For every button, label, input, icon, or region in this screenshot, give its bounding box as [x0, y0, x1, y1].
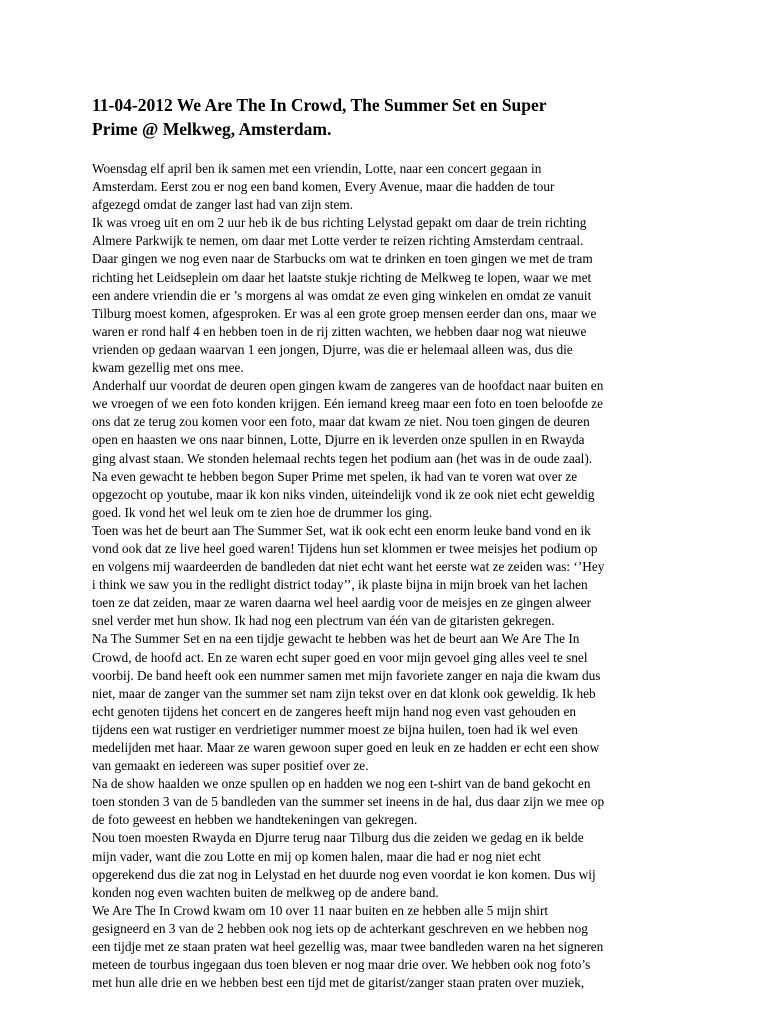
body-line: toen stonden 3 van de 5 bandleden van the summer set ineens in de hal, dus daar zijn we mee op: [92, 794, 605, 810]
body-line: Daar gingen we nog even naar de Starbucks om wat te drinken en toen gingen we met de tram: [92, 251, 593, 267]
body-line: Nou toen moesten Rwayda en Djurre terug naar Tilburg dus die zeiden we gedag en ik belde: [92, 830, 584, 846]
body-line: vond ook dat ze live heel goed waren! Tijdens hun set klommen er twee meisjes het podium op: [92, 540, 598, 556]
body-line: met hun alle drie en we hebben best een tijd met de gitarist/zanger staan praten over muziek,: [92, 975, 585, 991]
body-line: gesigneerd en 3 van de 2 hebben ook nog iets op de achterkant geschreven en we hebben nog: [92, 920, 588, 936]
body-line: Crowd, de hoofd act. En ze waren echt super goed en voor mijn gevoel ging alles veel te snel: [92, 649, 588, 665]
body-line: We Are The In Crowd kwam om 10 over 11 naar buiten en ze hebben alle 5 mijn shirt: [92, 902, 549, 918]
body-line: waren er rond half 4 en hebben toen in de rij zitten wachten, we hebben daar nog wat nieuwe: [92, 323, 587, 339]
body-line: richting het Leidseplein om daar het laatste stukje richting de Melkweg te lopen, waar we met: [92, 269, 592, 285]
body-line: Woensdag elf april ben ik samen met een vriendin, Lotte, naar een concert gegaan in: [92, 161, 542, 176]
body-line: Almere Parkwijk te nemen, om daar met Lotte verder te reizen richting Amsterdam centraal.: [92, 233, 584, 249]
body-line: Ik was vroeg uit en om 2 uur heb ik de bus richting Lelystad gepakt om daar de trein richting: [92, 215, 587, 231]
body-line: medelijden met haar. Maar ze waren gewoon super goed en leuk en ze hadden er echt een show: [92, 740, 600, 755]
body-line: ons dat ze terug zou komen voor een foto, maar dat kwam ze niet. Nou toen gingen de deuren: [92, 414, 590, 430]
body-line: vrienden op gedaan waarvan 1 een jongen, Djurre, was die er helemaal alleen was, dus die: [92, 341, 573, 357]
body-line: Na even gewacht te hebben begon Super Prime met spelen, ik had van te voren wat over ze: [92, 468, 578, 484]
body-line: afgezegd omdat de zanger last had van zijn stem.: [92, 197, 354, 213]
body-line: opgerekend dus die zat nog in Lelystad en het duurde nog even voordat ie kon komen. Dus wij: [92, 866, 596, 882]
body-line: goed. Ik vond het wel leuk om te zien hoe de drummer los ging.: [92, 504, 433, 520]
body-line: een andere vriendin die er ’s morgens al was omdat ze even ging winkelen en omdat ze vanuit: [92, 287, 592, 303]
body-line: echt genoten tijdens het concert en de zangeres heeft mijn hand nog even vast gehouden en: [92, 703, 577, 719]
body-line: konden nog even wachten buiten de melkweg op de andere band.: [92, 884, 439, 900]
body-line: snel verder met hun show. Ik had nog een plectrum van één van de gitaristen gekregen.: [92, 613, 555, 629]
document-body: [92, 160, 692, 992]
body-line: mijn vader, want die zou Lotte en mij op komen halen, maar die had er nog niet echt: [92, 848, 541, 864]
body-line: Na de show haalden we onze spullen op en hadden we nog een t-shirt van de band gekocht en: [92, 776, 591, 792]
body-line: meteen de tourbus ingegaan dus toen bleven er nog maar drie over. We hebben ook nog foto’s: [92, 957, 591, 973]
body-line: opgezocht op youtube, maar ik kon niks vinden, uiteindelijk vond ik ze ook niet echt geweldig: [92, 486, 595, 502]
body-line: kwam gezellig met ons mee.: [92, 360, 244, 376]
document-title: [92, 93, 692, 141]
body-line: Amsterdam. Eerst zou er nog een band komen, Every Avenue, maar die hadden de tour: [92, 179, 555, 195]
body-line: Tilburg moest komen, afgesproken. Er was al een grote groep mensen eerder dan ons, maar we: [92, 305, 597, 321]
body-line: en volgens mij waardeerden de bandleden dat niet echt want het eerste wat ze zeiden was: ‘’Hey: [92, 559, 605, 575]
body-line: ging alvast staan. We stonden helemaal rechts tegen het podium aan (het was in de oude zaal).: [92, 450, 593, 466]
body-line: we vroegen of we een foto konden krijgen. Eén iemand kreeg maar een foto en toen beloofde ze: [92, 396, 603, 412]
body-line: de foto geweest en hebben we handtekeningen van gekregen.: [92, 812, 418, 828]
body-line: i think we saw you in the redlight district today’’, ik plaste bijna in mijn broek van het lachen: [92, 577, 588, 593]
body-line: Toen was het de beurt aan The Summer Set, wat ik ook echt een enorm leuke band vond en ik: [92, 522, 591, 538]
body-line: voorbij. De band heeft ook een nummer samen met mijn favoriete zanger en naja die kwam dus: [92, 667, 601, 683]
body-line: Na The Summer Set en na een tijdje gewacht te hebben was het de beurt aan We Are The In: [92, 631, 580, 647]
title-line: Prime @ Melkweg, Amsterdam.: [92, 119, 332, 139]
body-line: open en haasten we ons naar binnen, Lotte, Djurre en ik leverden onze spullen in en Rwayda: [92, 432, 585, 448]
title-line: 11-04-2012 We Are The In Crowd, The Summer Set en Super: [92, 95, 547, 115]
body-line: tijdens een wat rustiger en verdrietiger nummer moest ze bijna huilen, toen had ik wel even: [92, 721, 578, 737]
body-line: toen ze dat zeiden, maar ze waren daarna wel heel aardig voor de meisjes en ze gingen alweer: [92, 595, 592, 611]
body-line: een tijdje met ze staan praten wat heel gezellig was, maar twee bandleden waren na het signeren: [92, 939, 604, 955]
body-line: van gemaakt en iedereen was super positief over ze.: [92, 758, 369, 774]
body-line: niet, maar de zanger van the summer set nam zijn tekst over en dat klonk ook geweldig. Ik heb: [92, 685, 596, 701]
body-line: Anderhalf uur voordat de deuren open gingen kwam de zangeres van de hoofdact naar buiten en: [92, 378, 604, 394]
